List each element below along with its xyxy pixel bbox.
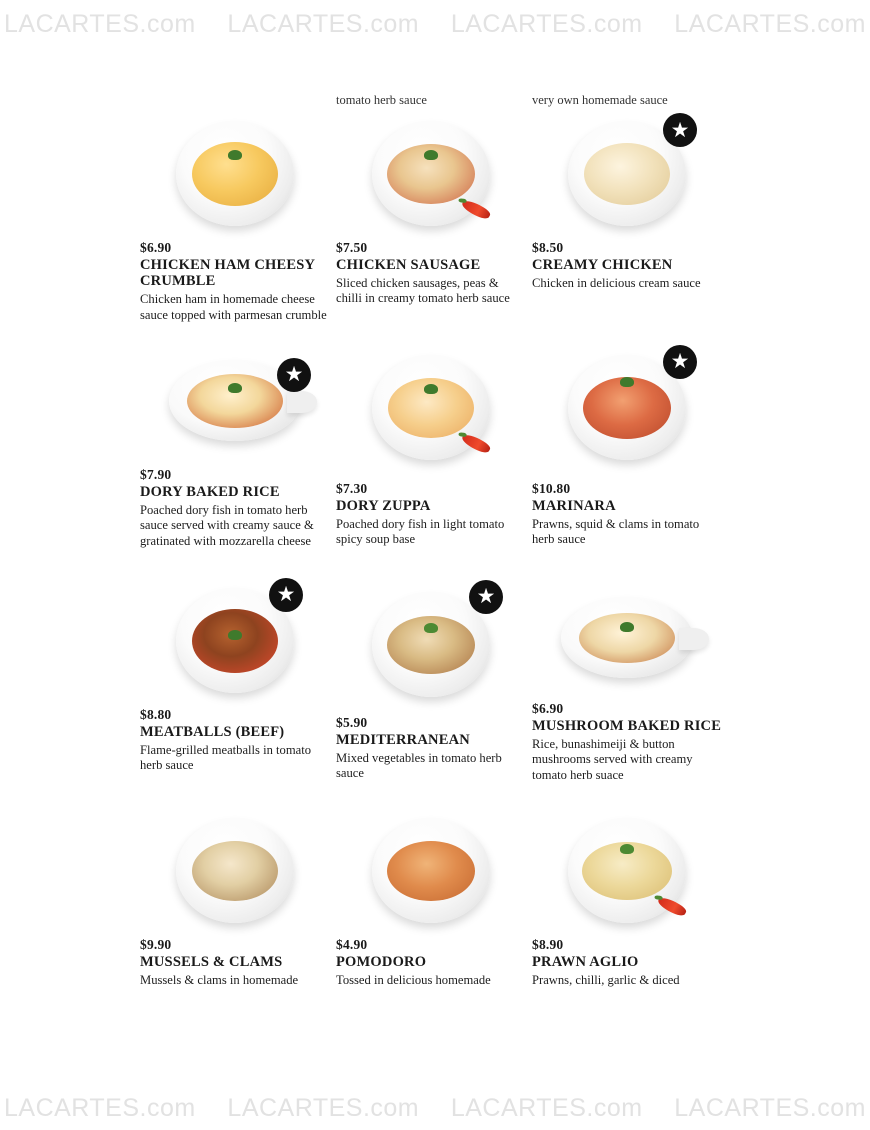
- dish-photo: [532, 337, 722, 479]
- menu-row: [140, 807, 730, 988]
- food-icon: [584, 143, 670, 205]
- watermark-text: LACARTES.com: [227, 1093, 420, 1122]
- item-price: $7.90: [140, 466, 172, 482]
- item-price: $4.90: [336, 936, 368, 952]
- menu-item-marinara: [532, 337, 728, 549]
- item-description: Chicken in delicious cream sauce: [532, 276, 701, 291]
- item-description: Rice, bunashimeiji & button mushrooms served with creamy tomato herb suace: [532, 737, 693, 782]
- item-name: MUSHROOM BAKED RICE: [532, 717, 722, 734]
- parsley-garnish-icon: [620, 844, 634, 854]
- menu-item-chicken-sausage: [336, 90, 532, 323]
- item-price: $5.90: [336, 714, 368, 730]
- item-description: Sliced chicken sausages, peas & chilli in creamy tomato herb sauce: [336, 276, 510, 306]
- food-icon: [192, 609, 278, 673]
- menu-item-mediterranean: [336, 577, 532, 783]
- dish-photo: [532, 807, 722, 935]
- menu-row: [140, 577, 730, 783]
- food-icon: [187, 374, 283, 428]
- menu-item-creamy-chicken: [532, 90, 728, 323]
- dish-photo: [140, 337, 330, 465]
- menu-row: [140, 337, 730, 549]
- item-name: MARINARA: [532, 497, 616, 514]
- continuation-note: tomato herb sauce: [336, 93, 427, 107]
- dish-photo: [336, 577, 526, 713]
- item-name: DORY BAKED RICE: [140, 483, 280, 500]
- parsley-garnish-icon: [228, 150, 242, 160]
- menu-item-mussels-and-clams: [140, 807, 336, 988]
- dish-photo: [336, 337, 526, 479]
- dish-photo: [532, 110, 722, 238]
- menu-item-dory-zuppa: [336, 337, 532, 549]
- item-description: Mixed vegetables in tomato herb sauce: [336, 751, 502, 781]
- menu-item-prawn-aglio: [532, 807, 728, 988]
- continuation-note: [140, 90, 330, 110]
- item-price: $8.80: [140, 706, 172, 722]
- star-badge-icon: ★: [469, 580, 503, 614]
- parsley-garnish-icon: [228, 383, 242, 393]
- item-name: DORY ZUPPA: [336, 497, 431, 514]
- dish-photo: [140, 577, 330, 705]
- item-description: Poached dory fish in tomato herb sauce served with creamy sauce & gratinated with mozzarella cheese: [140, 503, 314, 548]
- watermark-text: LACARTES.com: [674, 1093, 866, 1122]
- item-description: Tossed in delicious homemade: [336, 973, 491, 988]
- item-name: POMODORO: [336, 953, 427, 970]
- watermark-text: LACARTES.com: [450, 1093, 643, 1122]
- item-name: MEDITERRANEAN: [336, 731, 470, 748]
- item-description: Prawns, chilli, garlic & diced: [532, 973, 680, 988]
- item-name: PRAWN AGLIO: [532, 953, 639, 970]
- menu-item-mushroom-baked-rice: [532, 577, 728, 783]
- item-name: MEATBALLS (BEEF): [140, 723, 285, 740]
- star-badge-icon: ★: [663, 345, 697, 379]
- menu-item-pomodoro: [336, 807, 532, 988]
- item-description: Prawns, squid & clams in tomato herb sauce: [532, 517, 700, 547]
- dish-photo: [336, 110, 526, 238]
- star-badge-icon: ★: [269, 578, 303, 612]
- menu-item-meatballs-beef: [140, 577, 336, 783]
- watermark-text: LACARTES.com: [227, 9, 420, 38]
- dish-photo: [140, 807, 330, 935]
- item-description: Flame-grilled meatballs in tomato herb sauce: [140, 743, 312, 773]
- food-icon: [387, 841, 475, 901]
- parsley-garnish-icon: [424, 384, 438, 394]
- dish-photo: [532, 577, 722, 699]
- item-price: $10.80: [532, 480, 571, 496]
- item-price: $9.90: [140, 936, 172, 952]
- continuation-note: very own homemade sauce: [532, 93, 668, 107]
- food-icon: [192, 841, 278, 901]
- item-name: CHICKEN SAUSAGE: [336, 257, 481, 273]
- star-badge-icon: ★: [277, 358, 311, 392]
- parsley-garnish-icon: [424, 150, 438, 160]
- star-badge-icon: ★: [663, 113, 697, 147]
- dish-photo: [140, 110, 330, 238]
- item-name: MUSSELS & CLAMS: [140, 953, 283, 970]
- parsley-garnish-icon: [424, 623, 438, 633]
- parsley-garnish-icon: [620, 377, 634, 387]
- menu-item-chicken-ham-cheesy-crumble: [140, 90, 336, 323]
- food-icon: [579, 613, 675, 663]
- item-name: CREAMY CHICKEN: [532, 257, 673, 273]
- parsley-garnish-icon: [620, 622, 634, 632]
- menu-grid: [140, 90, 730, 988]
- watermark-text: LACARTES.com: [4, 1093, 196, 1122]
- item-price: $8.90: [532, 936, 564, 952]
- watermark-bottom: [0, 1086, 870, 1130]
- menu-item-dory-baked-rice: [140, 337, 336, 549]
- item-description: Poached dory fish in light tomato spicy soup base: [336, 517, 505, 547]
- item-price: $7.30: [336, 480, 368, 496]
- item-price: $6.90: [140, 240, 172, 255]
- watermark-text: LACARTES.com: [450, 9, 643, 38]
- item-description: Chicken ham in homemade cheese sauce topped with parmesan crumble: [140, 292, 327, 322]
- watermark-top: [0, 2, 870, 46]
- watermark-text: LACARTES.com: [674, 9, 866, 38]
- parsley-garnish-icon: [228, 630, 242, 640]
- watermark-text: LACARTES.com: [4, 9, 196, 38]
- item-price: $7.50: [336, 240, 368, 255]
- item-description: Mussels & clams in homemade: [140, 973, 299, 988]
- menu-row: [140, 90, 730, 323]
- dish-photo: [336, 807, 526, 935]
- item-name: CHICKEN HAM CHEESY CRUMBLE: [140, 257, 315, 290]
- item-price: $8.50: [532, 240, 564, 255]
- item-price: $6.90: [532, 700, 564, 716]
